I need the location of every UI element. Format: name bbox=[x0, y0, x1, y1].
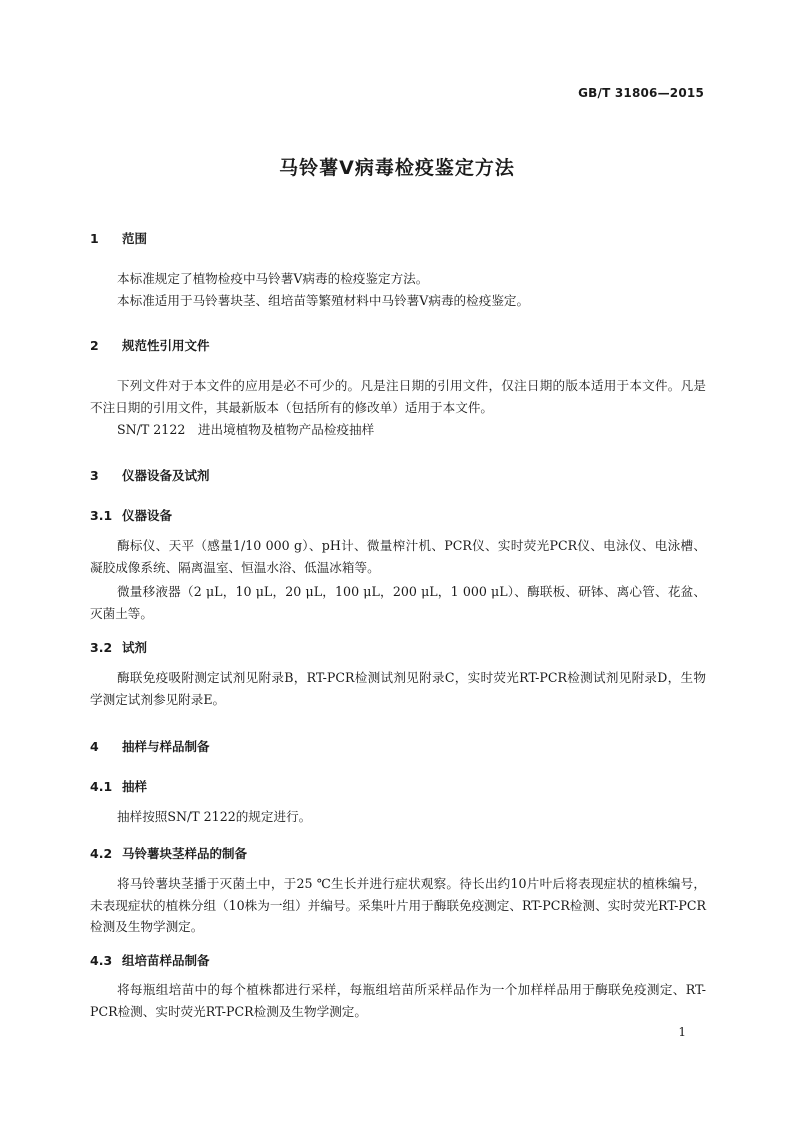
paragraph: 酶联免疫吸附测定试剂见附录B，RT-PCR检测试剂见附录C，实时荧光RT-PCR检测试剂见附录D，生物学测定试剂参见附录E。 bbox=[90, 670, 706, 707]
section-4-heading bbox=[90, 737, 210, 755]
section-title: 马铃薯块茎样品的制备 bbox=[122, 846, 248, 861]
section-number: 4.2 bbox=[90, 846, 113, 861]
section-number: 3.1 bbox=[90, 508, 113, 523]
section-number: 3.2 bbox=[90, 640, 113, 655]
paragraph: 微量移液器（2 μL，10 μL，20 μL，100 μL，200 μL，1 000 μL）、酶联板、研钵、离心管、花盆、灭菌土等。 bbox=[90, 584, 706, 621]
paragraph: 将每瓶组培苗中的每个植株都进行采样，每瓶组培苗所采样品作为一个加样样品用于酶联免疫测定、RT-PCR检测、实时荧光RT-PCR检测及生物学测定。 bbox=[90, 982, 706, 1019]
section-number: 4.1 bbox=[90, 779, 113, 794]
section-title: 抽样与样品制备 bbox=[122, 739, 210, 754]
section-3-heading bbox=[90, 466, 210, 484]
paragraph: 抽样按照SN/T 2122的规定进行。 bbox=[117, 809, 312, 824]
section-title: 抽样 bbox=[122, 779, 148, 794]
paragraph: 酶标仪、天平（感量1/10 000 g）、pH计、微量榨汁机、PCR仪、实时荧光PCR仪、电泳仪、电泳槽、凝胶成像系统、隔离温室、恒温水浴、低温冰箱等。 bbox=[90, 538, 706, 575]
paragraph: 下列文件对于本文件的应用是必不可少的。凡是注日期的引用文件，仅注日期的版本适用于本文件。凡是不注日期的引用文件，其最新版本（包括所有的修改单）适用于本文件。 bbox=[90, 378, 706, 415]
section-number: 2 bbox=[90, 338, 99, 353]
section-number: 4 bbox=[90, 739, 99, 754]
section-title: 组培苗样品制备 bbox=[122, 953, 210, 968]
section-2-heading bbox=[90, 336, 210, 354]
reference-item: SN/T 2122 进出境植物及植物产品检疫抽样 bbox=[117, 422, 375, 437]
paragraph: 本标准规定了植物检疫中马铃薯V病毒的检疫鉴定方法。 bbox=[117, 271, 429, 286]
section-number: 3 bbox=[90, 468, 99, 483]
paragraph: 将马铃薯块茎播于灭菌土中，于25 ℃生长并进行症状观察。待长出约10片叶后将表现症状的植株编号，未表现症状的植株分组（10株为一组）并编号。采集叶片用于酶联免疫测定、RT-PCR检测、实时荧光RT-PCR检测及生物学测定。 bbox=[90, 876, 706, 934]
section-number: 4.3 bbox=[90, 953, 113, 968]
section-title: 仪器设备 bbox=[122, 508, 173, 523]
section-4-2-heading bbox=[90, 844, 247, 862]
section-3-2-heading bbox=[90, 638, 147, 656]
paragraph: 本标准适用于马铃薯块茎、组培苗等繁殖材料中马铃薯V病毒的检疫鉴定。 bbox=[117, 293, 530, 308]
document-title: 马铃薯V病毒检疫鉴定方法 bbox=[279, 157, 515, 179]
section-4-1-heading bbox=[90, 777, 147, 795]
section-title: 仪器设备及试剂 bbox=[122, 468, 210, 483]
section-1-heading bbox=[90, 229, 147, 247]
section-number: 1 bbox=[90, 231, 99, 246]
section-title: 试剂 bbox=[122, 640, 148, 655]
section-3-1-heading bbox=[90, 506, 172, 524]
section-4-3-heading bbox=[90, 951, 210, 969]
page-number: 1 bbox=[678, 1025, 686, 1039]
section-title: 规范性引用文件 bbox=[122, 338, 210, 353]
standard-code: GB/T 31806—2015 bbox=[578, 86, 704, 100]
section-title: 范围 bbox=[122, 231, 148, 246]
